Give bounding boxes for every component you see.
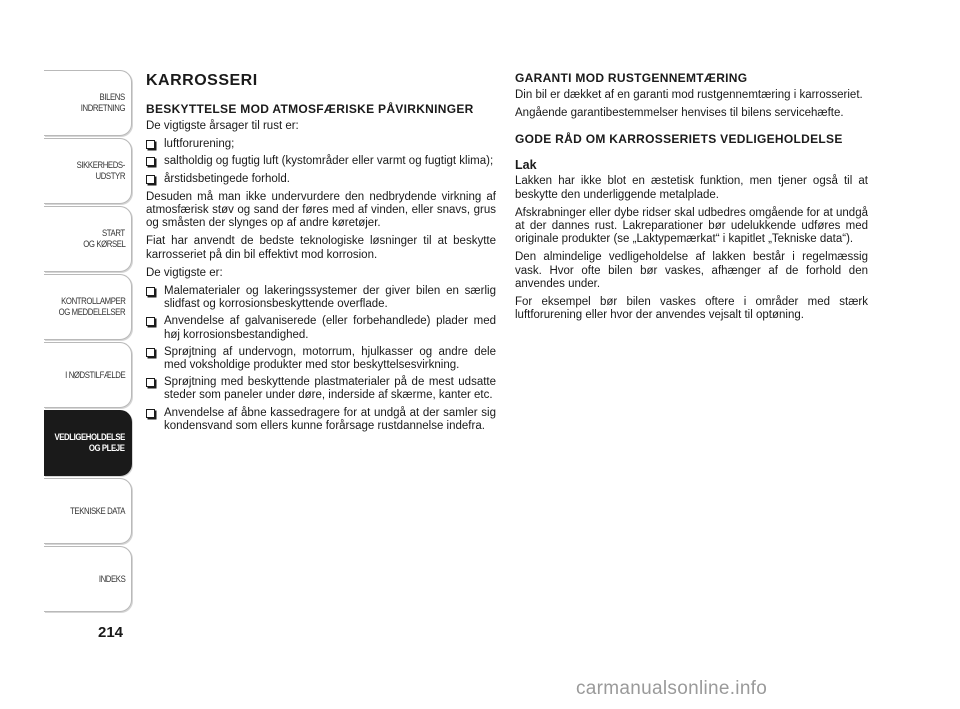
protection-measures-list bbox=[146, 285, 496, 433]
page-title: KARROSSERI bbox=[146, 72, 258, 89]
list-item: Sprøjtning af undervogn, motorrum, hjulkasser og andre dele med voksholdige produkter med stor beskyttelsesvirkning. bbox=[146, 346, 496, 372]
intro-text: De vigtigste årsager til rust er: bbox=[146, 120, 299, 132]
checkbox-bullet-icon bbox=[146, 175, 155, 184]
tab-label: KONTROLLAMPER bbox=[60, 296, 125, 307]
section-heading: GARANTI MOD RUSTGENNEMTÆRING bbox=[515, 71, 748, 85]
checkbox-bullet-icon bbox=[146, 378, 155, 387]
watermark: carmanualsonline.info bbox=[576, 678, 768, 699]
tab-label: OG PLEJE bbox=[89, 443, 125, 454]
tab-i-nodstilfaelde[interactable] bbox=[44, 342, 132, 408]
section-heading: BESKYTTELSE MOD ATMOSFÆRISKE PÅVIRKNINGER bbox=[146, 102, 474, 116]
left-column bbox=[146, 72, 496, 438]
tab-label: I NØDSTILFÆLDE bbox=[64, 369, 125, 381]
rust-causes-list bbox=[146, 138, 496, 186]
paragraph: Fiat har anvendt de bedste teknologiske løsninger til at beskytte karrosseriet på din bil effektivt mod korrosion. bbox=[146, 235, 496, 261]
tab-label: OG MEDDELELSER bbox=[58, 307, 125, 318]
section-heading: GODE RÅD OM KARROSSERIETS VEDLIGEHOLDELSE bbox=[515, 132, 843, 147]
list-item: Malematerialer og lakeringssystemer der giver bilen en særlig slidfast og korrosionsbeskyttende overflade. bbox=[146, 285, 496, 311]
tab-label: INDEKS bbox=[98, 573, 125, 585]
tab-bilens-indretning[interactable] bbox=[44, 70, 132, 136]
checkbox-bullet-icon bbox=[146, 287, 155, 296]
paragraph: Angående garantibestemmelser henvises til bilens servicehæfte. bbox=[515, 107, 844, 120]
list-item: årstidsbetingede forhold. bbox=[146, 173, 496, 186]
paragraph: For eksempel bør bilen vaskes oftere i områder med stærk luftforurening eller hvor der anvendes vejsalt til optøning. bbox=[515, 296, 868, 322]
tab-label: VEDLIGEHOLDELSE bbox=[54, 432, 125, 443]
list-item: luftforurening; bbox=[146, 138, 496, 151]
checkbox-bullet-icon bbox=[146, 409, 155, 418]
tab-vedligeholdelse-og-pleje[interactable] bbox=[44, 410, 132, 476]
tab-sikkerhedsudstyr[interactable] bbox=[44, 138, 132, 204]
checkbox-bullet-icon bbox=[146, 317, 155, 326]
checkbox-bullet-icon bbox=[146, 157, 155, 166]
checkbox-bullet-icon bbox=[146, 348, 155, 357]
paragraph: De vigtigste er: bbox=[146, 266, 223, 279]
tab-label: UDSTYR bbox=[95, 171, 125, 182]
paragraph: Den almindelige vedligeholdelse af lakken består i regelmæssig vask. Hvor ofte bilen bør vaskes, afhænger af de forhold den anvendes under. bbox=[515, 251, 868, 290]
tab-label: OG KØRSEL bbox=[82, 239, 125, 250]
list-item: Anvendelse af åbne kassedragere for at undgå at der samler sig kondensvand som ellers kunne forårsage rustdannelse indefra. bbox=[146, 407, 496, 433]
list-item: saltholdig og fugtig luft (kystområder eller varmt og fugtigt klima); bbox=[146, 155, 496, 168]
tab-label: BILENS bbox=[99, 92, 125, 103]
right-column bbox=[515, 72, 868, 327]
tab-kontrollamper[interactable] bbox=[44, 274, 132, 340]
tab-start-og-korsel[interactable] bbox=[44, 206, 132, 272]
paragraph: Afskrabninger eller dybe ridser skal udbedres omgående for at undgå at der dannes rust. Lakreparationer bør udelukkende udføres med originale produkter (se „Laktypemærkat“ i kapitlet „Tekniske data“). bbox=[515, 206, 868, 246]
paragraph: Lakken har ikke blot en æstetisk funktion, men tjener også til at beskytte den underliggende metalplade. bbox=[515, 175, 868, 201]
tab-label: INDRETNING bbox=[80, 103, 125, 114]
list-item: Anvendelse af galvaniserede (eller forbehandlede) plader med høj korrosionsbestandighed. bbox=[146, 315, 496, 341]
tab-label: START bbox=[102, 228, 125, 239]
tab-tekniske-data[interactable] bbox=[44, 478, 132, 544]
paragraph: Desuden må man ikke undervurdere den nedbrydende virkning af atmosfærisk støv og sand der føres med af vinden, eller snavs, grus og småsten der slynges op af andre køretøjer. bbox=[146, 190, 496, 230]
tab-label: TEKNISKE DATA bbox=[70, 505, 125, 517]
tab-label: SIKKERHEDS- bbox=[76, 160, 125, 171]
tab-indeks[interactable] bbox=[44, 546, 132, 612]
paragraph: Din bil er dækket af en garanti mod rustgennemtæring i karrosseriet. bbox=[515, 89, 863, 101]
subheading: Lak bbox=[515, 158, 537, 173]
list-item: Sprøjtning med beskyttende plastmaterialer på de mest udsatte steder som paneler under døre, inderside af skærme, kanter etc. bbox=[146, 376, 496, 402]
page-number: 214 bbox=[98, 624, 124, 641]
checkbox-bullet-icon bbox=[146, 140, 155, 149]
